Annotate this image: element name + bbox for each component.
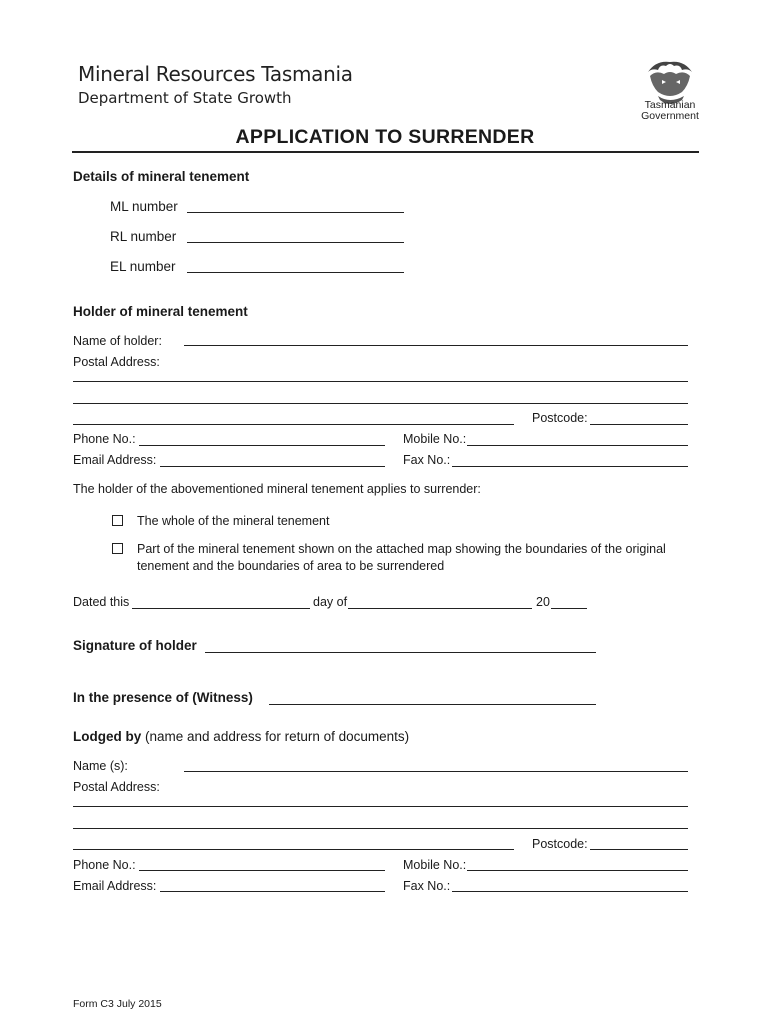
lodged-phone-label: Phone No.:: [73, 858, 136, 872]
lodged-postal-line-3[interactable]: [73, 849, 514, 850]
holder-postal-line-2[interactable]: [73, 403, 688, 404]
lodged-name-field[interactable]: [184, 771, 688, 772]
dated-day-field[interactable]: [132, 608, 310, 609]
el-field[interactable]: [187, 272, 404, 273]
lodged-by-bold: Lodged by: [73, 729, 142, 744]
lodged-postal-line-2[interactable]: [73, 828, 688, 829]
year-label: 20: [536, 595, 550, 609]
holder-email-label: Email Address:: [73, 453, 157, 467]
holder-heading: Holder of mineral tenement: [73, 304, 248, 319]
department-name: Department of State Growth: [78, 89, 292, 107]
logo-text-line-2: Government: [641, 110, 699, 122]
witness-field[interactable]: [269, 704, 596, 705]
holder-phone-field[interactable]: [139, 445, 385, 446]
part-tenement-label-2: tenement and the boundaries of area to be surrendered: [137, 559, 445, 573]
holder-mobile-field[interactable]: [467, 445, 688, 446]
lodged-postal-label: Postal Address:: [73, 780, 160, 794]
whole-tenement-label: The whole of the mineral tenement: [137, 514, 330, 528]
lodged-postal-line-1[interactable]: [73, 806, 688, 807]
holder-postcode-field[interactable]: [590, 424, 688, 425]
logo-text-line-1: Tasmanian: [644, 99, 696, 111]
holder-postal-line-3[interactable]: [73, 424, 514, 425]
part-tenement-checkbox[interactable]: [112, 543, 123, 554]
dated-month-field[interactable]: [348, 608, 532, 609]
lodged-fax-label: Fax No.:: [403, 879, 451, 893]
ml-label: ML number: [110, 199, 178, 214]
signature-field[interactable]: [205, 652, 596, 653]
lodged-fax-field[interactable]: [452, 891, 688, 892]
lodged-name-label: Name (s):: [73, 759, 128, 773]
logo-text: [622, 100, 718, 122]
holder-postal-label: Postal Address:: [73, 355, 160, 369]
lodged-by-note: (name and address for return of documents): [145, 729, 410, 744]
details-heading: Details of mineral tenement: [73, 169, 250, 184]
dated-year-field[interactable]: [551, 608, 587, 609]
rl-field[interactable]: [187, 242, 404, 243]
applies-text: The holder of the abovementioned mineral tenement applies to surrender:: [73, 482, 481, 496]
holder-name-field[interactable]: [184, 345, 688, 346]
lodged-email-field[interactable]: [160, 891, 385, 892]
dated-this-label: Dated this: [73, 595, 130, 609]
form-footer: Form C3 July 2015: [73, 998, 162, 1010]
whole-tenement-checkbox[interactable]: [112, 515, 123, 526]
page-title: APPLICATION TO SURRENDER: [235, 126, 535, 148]
lodged-postcode-field[interactable]: [590, 849, 688, 850]
holder-email-field[interactable]: [160, 466, 385, 467]
ml-field[interactable]: [187, 212, 404, 213]
signature-label: Signature of holder: [73, 638, 197, 653]
holder-phone-label: Phone No.:: [73, 432, 136, 446]
lodged-postcode-label: Postcode:: [532, 837, 588, 851]
lodged-email-label: Email Address:: [73, 879, 157, 893]
holder-postal-line-1[interactable]: [73, 381, 688, 382]
holder-postcode-label: Postcode:: [532, 411, 588, 425]
title-rule: [72, 151, 699, 153]
holder-name-label: Name of holder:: [73, 334, 162, 348]
holder-fax-field[interactable]: [452, 466, 688, 467]
org-name: Mineral Resources Tasmania: [78, 62, 353, 86]
lodged-mobile-label: Mobile No.:: [403, 858, 467, 872]
holder-fax-label: Fax No.:: [403, 453, 451, 467]
part-tenement-label-1: Part of the mineral tenement shown on the attached map showing the boundaries of the original: [137, 542, 666, 556]
day-of-label: day of: [313, 595, 348, 609]
holder-mobile-label: Mobile No.:: [403, 432, 467, 446]
lodged-mobile-field[interactable]: [467, 870, 688, 871]
el-label: EL number: [110, 259, 176, 274]
lodged-by-heading: [73, 729, 409, 744]
witness-label: In the presence of (Witness): [73, 690, 253, 705]
lodged-phone-field[interactable]: [139, 870, 385, 871]
rl-label: RL number: [110, 229, 177, 244]
